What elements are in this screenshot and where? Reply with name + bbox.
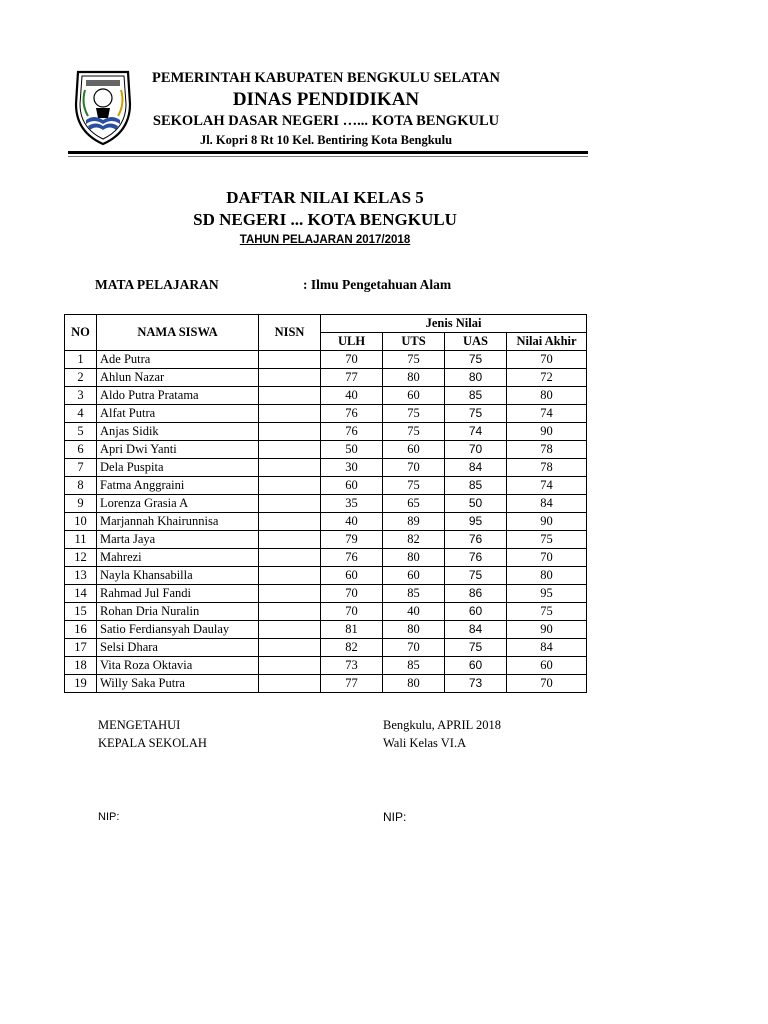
row-final: 90: [507, 621, 587, 639]
letterhead-school: SEKOLAH DASAR NEGERI …... KOTA BENGKULU: [152, 113, 500, 129]
row-name: Fatma Anggraini: [97, 477, 259, 495]
grades-table: [64, 314, 587, 693]
document-title: DAFTAR NILAI KELAS 5: [226, 188, 424, 207]
row-uts: 85: [383, 585, 445, 603]
row-no: 3: [65, 387, 97, 405]
row-no: 7: [65, 459, 97, 477]
row-ulh: 40: [321, 387, 383, 405]
table-body: [65, 351, 587, 693]
row-uas: 95: [445, 513, 507, 531]
place-date: Bengkulu, APRIL 2018: [383, 718, 501, 732]
row-nisn: [259, 387, 321, 405]
row-final: 75: [507, 603, 587, 621]
row-ulh: 50: [321, 441, 383, 459]
row-nisn: [259, 657, 321, 675]
row-ulh: 60: [321, 477, 383, 495]
row-uts: 70: [383, 459, 445, 477]
row-no: 13: [65, 567, 97, 585]
row-name: Anjas Sidik: [97, 423, 259, 441]
row-nisn: [259, 531, 321, 549]
row-no: 10: [65, 513, 97, 531]
table-row: [65, 657, 587, 675]
row-name: Willy Saka Putra: [97, 675, 259, 693]
row-final: 90: [507, 513, 587, 531]
table-row: [65, 423, 587, 441]
row-uas: 50: [445, 495, 507, 513]
row-name: Ade Putra: [97, 351, 259, 369]
row-nisn: [259, 603, 321, 621]
row-final: 75: [507, 531, 587, 549]
header-final: Nilai Akhir: [507, 333, 587, 351]
table-row: [65, 477, 587, 495]
row-name: Alfat Putra: [97, 405, 259, 423]
row-name: Marta Jaya: [97, 531, 259, 549]
acknowledged-label: MENGETAHUI: [98, 718, 181, 732]
row-nisn: [259, 423, 321, 441]
table-row: [65, 459, 587, 477]
row-final: 72: [507, 369, 587, 387]
table-header-row: [65, 315, 587, 333]
row-uas: 75: [445, 639, 507, 657]
header-uts: UTS: [383, 333, 445, 351]
row-nisn: [259, 351, 321, 369]
row-uts: 75: [383, 423, 445, 441]
row-name: Satio Ferdiansyah Daulay: [97, 621, 259, 639]
letterhead-government: PEMERINTAH KABUPATEN BENGKULU SELATAN: [152, 70, 500, 86]
row-ulh: 76: [321, 423, 383, 441]
row-uas: 85: [445, 387, 507, 405]
table-row: [65, 495, 587, 513]
table-row: [65, 675, 587, 693]
row-no: 5: [65, 423, 97, 441]
document-subtitle: SD NEGERI ... KOTA BENGKULU: [193, 210, 457, 229]
table-row: [65, 549, 587, 567]
row-nisn: [259, 621, 321, 639]
table-row: [65, 351, 587, 369]
table-row: [65, 585, 587, 603]
table-row: [65, 567, 587, 585]
row-nisn: [259, 639, 321, 657]
row-uas: 60: [445, 603, 507, 621]
row-uas: 70: [445, 441, 507, 459]
table-row: [65, 387, 587, 405]
row-uts: 75: [383, 405, 445, 423]
row-ulh: 76: [321, 405, 383, 423]
row-ulh: 77: [321, 369, 383, 387]
row-uas: 76: [445, 549, 507, 567]
row-ulh: 70: [321, 585, 383, 603]
row-no: 18: [65, 657, 97, 675]
row-uts: 75: [383, 477, 445, 495]
academic-year: TAHUN PELAJARAN 2017/2018: [239, 234, 411, 246]
row-uts: 89: [383, 513, 445, 531]
letterhead-department: DINAS PENDIDIKAN: [232, 89, 420, 110]
row-name: Selsi Dhara: [97, 639, 259, 657]
row-uas: 84: [445, 621, 507, 639]
row-uts: 60: [383, 441, 445, 459]
row-final: 84: [507, 639, 587, 657]
row-uas: 73: [445, 675, 507, 693]
row-nisn: [259, 477, 321, 495]
row-uas: 80: [445, 369, 507, 387]
row-ulh: 70: [321, 603, 383, 621]
row-nisn: [259, 675, 321, 693]
row-no: 4: [65, 405, 97, 423]
subject-value: : Ilmu Pengetahuan Alam: [303, 277, 452, 292]
row-uas: 76: [445, 531, 507, 549]
row-name: Aldo Putra Pratama: [97, 387, 259, 405]
row-uts: 80: [383, 675, 445, 693]
principal-label: KEPALA SEKOLAH: [98, 736, 207, 750]
row-no: 19: [65, 675, 97, 693]
row-nisn: [259, 369, 321, 387]
row-name: Nayla Khansabilla: [97, 567, 259, 585]
row-uts: 70: [383, 639, 445, 657]
letterhead-divider: [68, 151, 588, 154]
row-name: Vita Roza Oktavia: [97, 657, 259, 675]
row-final: 80: [507, 387, 587, 405]
table-row: [65, 369, 587, 387]
row-nisn: [259, 495, 321, 513]
row-uas: 75: [445, 351, 507, 369]
header-uas: UAS: [445, 333, 507, 351]
row-uts: 80: [383, 621, 445, 639]
row-uas: 86: [445, 585, 507, 603]
row-final: 74: [507, 477, 587, 495]
row-final: 95: [507, 585, 587, 603]
row-uas: 75: [445, 405, 507, 423]
row-nisn: [259, 513, 321, 531]
row-uts: 60: [383, 387, 445, 405]
row-ulh: 81: [321, 621, 383, 639]
table-row: [65, 405, 587, 423]
row-name: Ahlun Nazar: [97, 369, 259, 387]
row-uts: 80: [383, 549, 445, 567]
row-no: 15: [65, 603, 97, 621]
row-ulh: 40: [321, 513, 383, 531]
row-nisn: [259, 459, 321, 477]
row-name: Apri Dwi Yanti: [97, 441, 259, 459]
row-ulh: 70: [321, 351, 383, 369]
table-row: [65, 441, 587, 459]
row-final: 80: [507, 567, 587, 585]
row-nisn: [259, 567, 321, 585]
header-no: NO: [65, 315, 97, 351]
table-row: [65, 513, 587, 531]
row-uts: 60: [383, 567, 445, 585]
row-name: Marjannah Khairunnisa: [97, 513, 259, 531]
row-uts: 85: [383, 657, 445, 675]
principal-nip: NIP:: [98, 811, 120, 823]
row-no: 9: [65, 495, 97, 513]
row-no: 8: [65, 477, 97, 495]
row-no: 14: [65, 585, 97, 603]
header-nisn: NISN: [259, 315, 321, 351]
row-uts: 80: [383, 369, 445, 387]
row-final: 78: [507, 441, 587, 459]
row-no: 11: [65, 531, 97, 549]
row-nisn: [259, 585, 321, 603]
table-row: [65, 603, 587, 621]
row-no: 16: [65, 621, 97, 639]
row-uas: 85: [445, 477, 507, 495]
row-ulh: 76: [321, 549, 383, 567]
row-final: 70: [507, 549, 587, 567]
row-nisn: [259, 441, 321, 459]
row-no: 12: [65, 549, 97, 567]
row-final: 70: [507, 351, 587, 369]
table-row: [65, 639, 587, 657]
row-name: Rahmad Jul Fandi: [97, 585, 259, 603]
row-final: 60: [507, 657, 587, 675]
row-uts: 75: [383, 351, 445, 369]
header-ulh: ULH: [321, 333, 383, 351]
row-uts: 40: [383, 603, 445, 621]
row-ulh: 60: [321, 567, 383, 585]
letterhead-divider-thin: [68, 156, 588, 157]
homeroom-teacher-label: Wali Kelas VI.A: [383, 736, 467, 750]
row-ulh: 73: [321, 657, 383, 675]
row-nisn: [259, 405, 321, 423]
row-name: Mahrezi: [97, 549, 259, 567]
row-ulh: 79: [321, 531, 383, 549]
subject-label: MATA PELAJARAN: [95, 277, 219, 292]
row-name: Rohan Dria Nuralin: [97, 603, 259, 621]
row-ulh: 35: [321, 495, 383, 513]
row-ulh: 82: [321, 639, 383, 657]
row-uas: 75: [445, 567, 507, 585]
row-no: 2: [65, 369, 97, 387]
teacher-nip: NIP:: [383, 810, 407, 824]
row-uas: 74: [445, 423, 507, 441]
row-ulh: 30: [321, 459, 383, 477]
row-no: 17: [65, 639, 97, 657]
row-name: Lorenza Grasia A: [97, 495, 259, 513]
row-final: 70: [507, 675, 587, 693]
regency-emblem-logo: [72, 68, 134, 146]
row-uts: 82: [383, 531, 445, 549]
row-uts: 65: [383, 495, 445, 513]
row-no: 1: [65, 351, 97, 369]
row-no: 6: [65, 441, 97, 459]
row-name: Dela Puspita: [97, 459, 259, 477]
row-final: 84: [507, 495, 587, 513]
table-row: [65, 531, 587, 549]
header-grade-types: Jenis Nilai: [321, 315, 587, 333]
header-name: NAMA SISWA: [97, 315, 259, 351]
row-uas: 84: [445, 459, 507, 477]
row-final: 90: [507, 423, 587, 441]
row-ulh: 77: [321, 675, 383, 693]
table-row: [65, 621, 587, 639]
row-final: 78: [507, 459, 587, 477]
letterhead-address: Jl. Kopri 8 Rt 10 Kel. Bentiring Kota Bengkulu: [199, 133, 453, 147]
row-final: 74: [507, 405, 587, 423]
row-uas: 60: [445, 657, 507, 675]
row-nisn: [259, 549, 321, 567]
